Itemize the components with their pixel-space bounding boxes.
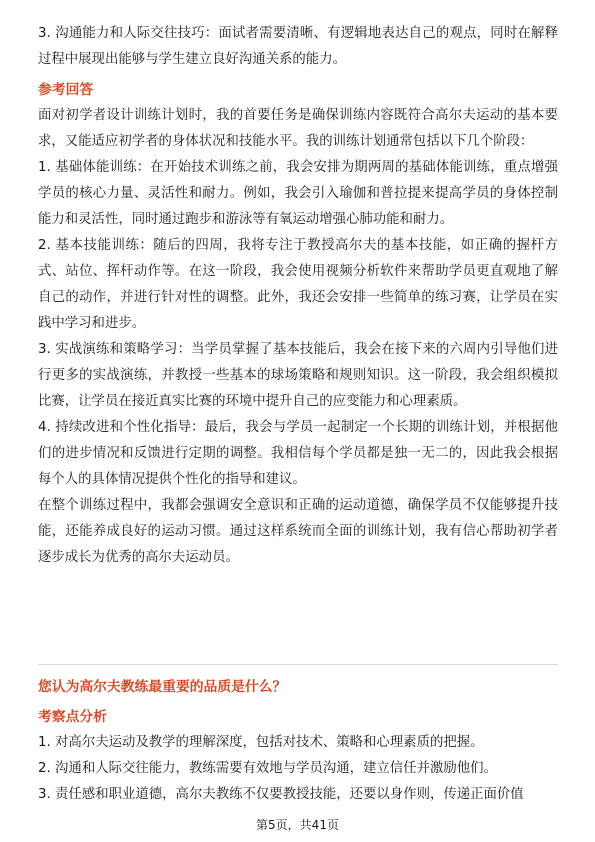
criteria-item-3: 3. 沟通能力和人际交往技巧：面试者需要清晰、有逻辑地表达自己的观点，同时在解释过程中展现出能够与学生建立良好沟通关系的能力。 — [38, 26, 558, 67]
section-divider — [38, 664, 558, 665]
answer-item-4: 4. 持续改进和个性化指导：最后，我会与学员一起制定一个长期的训练计划，并根据他们的进步情况和反馈进行定期的调整。我相信每个学员都是独一无二的，因此我会根据每个人的具体情况提供个性化的指导和建议。 — [38, 420, 558, 487]
reference-answer-heading: 参考回答 — [38, 82, 94, 98]
analysis-heading: 考察点分析 — [38, 709, 107, 725]
answer-item-3: 3. 实战演练和策略学习：当学员掌握了基本技能后，我会在接下来的六周内引导他们进行更多的实战演练，并教授一些基本的球场策略和规则知识。这一阶段，我会组织模拟比赛，让学员在接近真实比赛的环境中提升自己的应变能力和心理素质。 — [38, 342, 558, 409]
analysis-item-1: 1. 对高尔夫运动及教学的理解深度，包括对技术、策略和心理素质的把握。 — [38, 735, 484, 750]
answer-intro: 面对初学者设计训练计划时，我的首要任务是确保训练内容既符合高尔夫运动的基本要求，又能适应初学者的身体状况和技能水平。我的训练计划通常包括以下几个阶段： — [38, 108, 558, 149]
question-title: 您认为高尔夫教练最重要的品质是什么？ — [38, 679, 287, 695]
answer-item-2: 2. 基本技能训练：随后的四周，我将专注于教授高尔夫的基本技能，如正确的握杆方式、站位、挥杆动作等。在这一阶段，我会使用视频分析软件来帮助学员更直观地了解自己的动作，并进行针对性的调整。此外，我还会安排一些简单的练习赛，让学员在实践中学习和进步。 — [38, 238, 558, 331]
analysis-item-2: 2. 沟通和人际交往能力，教练需要有效地与学员沟通，建立信任并激励他们。 — [38, 761, 497, 776]
page-number: 第5页，共41页 — [256, 818, 339, 832]
answer-item-1: 1. 基础体能训练：在开始技术训练之前，我会安排为期两周的基础体能训练，重点增强学员的核心力量、灵活性和耐力。例如，我会引入瑜伽和普拉提来提高学员的身体控制能力和灵活性，同时通过跑步和游泳等有氧运动增强心肺功能和耐力。 — [38, 160, 558, 227]
question-section — [38, 674, 558, 808]
page-content — [38, 21, 558, 571]
analysis-item-3: 3. 责任感和职业道德，高尔夫教练不仅要教授技能，还要以身作则，传递正面价值 — [38, 787, 524, 802]
answer-conclusion: 在整个训练过程中，我都会强调安全意识和正确的运动道德，确保学员不仅能够提升技能，还能养成良好的运动习惯。通过这样系统而全面的训练计划，我有信心帮助初学者逐步成长为优秀的高尔夫运动员。 — [38, 498, 558, 565]
